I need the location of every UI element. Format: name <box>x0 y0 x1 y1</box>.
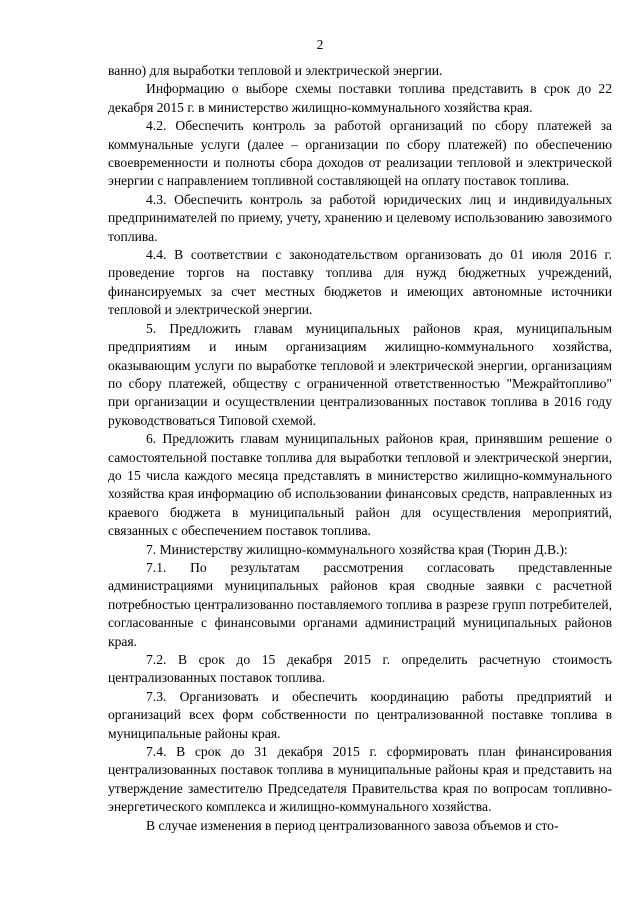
paragraph-7-4: 7.4. В срок до 31 декабря 2015 г. сформировать план финансирования централизованных поставок топлива в муниципальные районы края и представить на утверждение заместителю Председателя Правительства края по вопросам топливно-энергетического комплекса и жилищно-коммунального хозяйства. <box>108 744 612 815</box>
paragraph-7-3: 7.3. Организовать и обеспечить координацию работы предприятий и организаций всех форм собственности по централизованной поставке топлива в муниципальные районы края. <box>108 688 612 741</box>
paragraph-continuation: ванно) для выработки тепловой и электрической энергии. <box>108 63 443 78</box>
paragraph-5: 5. Предложить главам муниципальных районов края, муниципальным предприятиям и иным организациям жилищно-коммунального хозяйства, оказывающим услуги по выработке тепловой и электрической энергии, организациям по сбору платежей, обществу с ограниченной ответственностью "Межрайтопливо" при организации и осуществлении централизованных поставок топлива в 2016 году руководствоваться Типовой схемой. <box>108 320 612 428</box>
paragraph-4-4: 4.4. В соответствии с законодательством организовать до 01 июля 2016 г. проведение торгов на поставку топлива для нужд бюджетных учреждений, финансируемых за счет местных бюджетов и имеющих автономные источники тепловой и электрической энергии. <box>108 247 612 318</box>
paragraph-4-2: 4.2. Обеспечить контроль за работой организаций по сбору платежей за коммунальные услуги (далее – организации по сбору платежей) по обеспечению своевременности и полноты сбора доходов от реализации тепловой и электрической энергии с направлением топливной составляющей на оплату поставок топлива. <box>108 118 612 189</box>
page-number: 2 <box>316 37 324 52</box>
paragraph-7: 7. Министерству жилищно-коммунального хозяйства края (Тюрин Д.В.): <box>146 541 568 557</box>
paragraph-7-1: 7.1. По результатам рассмотрения согласовать представленные администрациями муниципальных районов края сводные заявки с расчетной потребностью централизованно поставляемого топлива в разрезе групп потребителей, согласованные с финансовыми органами администраций муниципальных районов края. <box>108 559 612 649</box>
paragraph-change-in-period: В случае изменения в период централизованного завоза объемов и сто- <box>146 817 559 833</box>
paragraph-fuel-scheme-info: Информацию о выборе схемы поставки топлива представить в срок до 22 декабря 2015 г. в министерство жилищно-коммунального хозяйства края. <box>108 81 612 115</box>
paragraph-7-2: 7.2. В срок до 15 декабря 2015 г. определить расчетную стоимость централизованных поставок топлива. <box>108 652 612 686</box>
paragraph-6: 6. Предложить главам муниципальных районов края, принявшим решение о самостоятельной поставке топлива для выработки тепловой и электрической энергии, до 15 числа каждого месяца представлять в министерство жилищно-коммунального хозяйства края информацию об использовании финансовых средств, направленных из краевого бюджета в муниципальный район для осуществления мероприятий, связанных с обеспечением поставок топлива. <box>108 431 612 539</box>
document-body <box>108 62 612 835</box>
paragraph-4-3: 4.3. Обеспечить контроль за работой юридических лиц и индивидуальных предпринимателей по приему, учету, хранению и целевому использованию завозимого топлива. <box>108 191 612 244</box>
